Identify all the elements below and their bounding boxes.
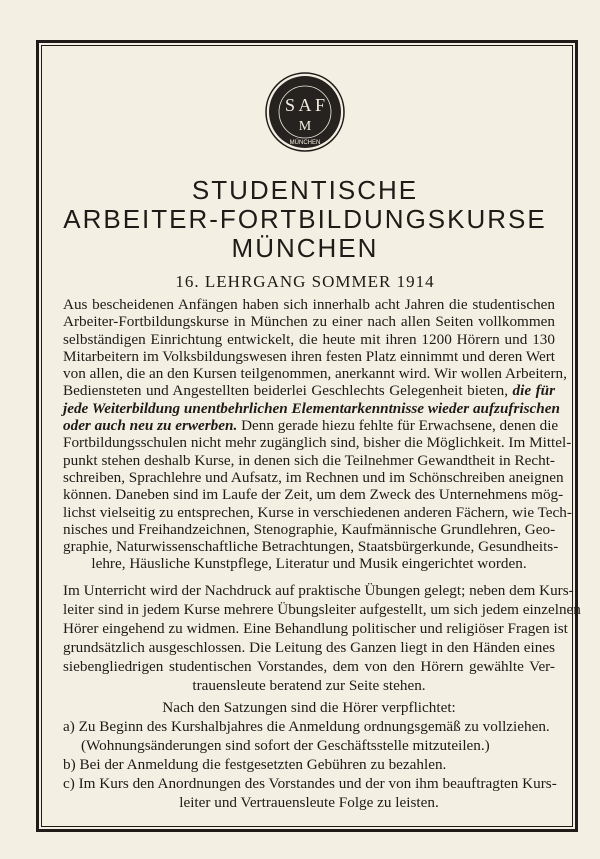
body-text	[63, 296, 581, 812]
text-span: Bediensteten und Angestellten beiderlei Geschlechts Gelegenheit bieten,	[63, 382, 509, 400]
subtitle: 16. LEHRGANG SOMMER 1914	[175, 272, 435, 291]
duty-c-cont: leiter und Vertrauensleute Folge zu leisten.	[179, 793, 439, 811]
text-line: trauensleute beratend zur Seite stehen.	[192, 676, 426, 694]
text-line: punkt stehen deshalb Kurse, in denen sich die Teilnehmer Gewandtheit in Recht-	[63, 451, 555, 469]
duty-b: b) Bei der Anmeldung die festgesetzten Gebühren zu bezahlen.	[63, 755, 447, 773]
text-line: Aus bescheidenen Anfängen haben sich innerhalb acht Jahren die studentischen	[63, 296, 555, 313]
svg-text:M: M	[298, 119, 312, 134]
text-line	[63, 417, 559, 435]
duty-a-note: (Wohnungsänderungen sind sofort der Geschäftsstelle mitzuteilen.)	[81, 736, 490, 754]
text-line: Hörer eingehend zu widmen. Eine Behandlung politischer und religiöser Fragen ist	[63, 619, 568, 637]
text-line: grundsätzlich ausgeschlossen. Die Leitung des Ganzen liegt in den Händen eines	[63, 638, 555, 656]
text-line	[63, 382, 555, 399]
duties-intro: Nach den Satzungen sind die Hörer verpflichtet:	[162, 698, 456, 716]
text-span: Denn gerade hiezu fehlte für Erwachsene, denen die	[241, 417, 559, 435]
title-line-2: ARBEITER-FORTBILDUNGSKURSE	[63, 204, 547, 234]
text-line: Im Unterricht wird der Nachdruck auf praktische Übungen gelegt; neben dem Kurs-	[63, 581, 574, 599]
text-line: lehre, Häusliche Kunstpflege, Literatur und Musik eingerichtet worden.	[91, 555, 527, 573]
text-line: selbständigen Einrichtung entwickelt, die heute mit ihren 1200 Hörern und 130	[63, 330, 555, 348]
emphasis: oder auch neu zu erwerben.	[63, 417, 238, 435]
text-line: Mitarbeitern im Volksbildungswesen ihren festen Platz einnimmt und deren Wert	[63, 347, 555, 365]
seal-logo	[265, 72, 345, 152]
text-line: schreiben, Sprachlehre und Aufsatz, im Rechnen und im Schönschreiben aneignen	[63, 468, 564, 486]
emphasis: die für	[512, 382, 556, 400]
text-line: von allen, die an den Kursen teilgenommen, anerkannt wird. Wir wollen Arbeitern,	[63, 365, 567, 383]
text-line: siebengliedrigen studentischen Vorstandes, dem von den Hörern gewählte Ver-	[63, 657, 555, 675]
title-line-3: MÜNCHEN	[231, 233, 379, 263]
title-line-1: STUDENTISCHE	[191, 175, 419, 205]
text-line: nisches und Freihandzeichnen, Stenographie, Kaufmännische Grundlehren, Geo-	[63, 520, 556, 538]
text-line: graphie, Naturwissenschaftliche Betrachtungen, Staatsbürgerkunde, Gesundheits-	[63, 538, 559, 556]
emphasis-line: jede Weiterbildung unentbehrlichen Elementarkenntnisse wieder aufzufrischen	[63, 399, 560, 417]
text-line: Fortbildungsschulen nicht mehr zugänglich sind, bisher die Möglichkeit. Im Mittel-	[63, 434, 572, 452]
duty-c: c) Im Kurs den Anordnungen des Vorstandes und der von ihm beauftragten Kurs-	[63, 774, 557, 792]
text-line: leiter sind in jedem Kurse mehrere Übungsleiter aufgestellt, um sich jedem einzelnen	[63, 600, 581, 618]
duty-a: a) Zu Beginn des Kurshalbjahres die Anmeldung ordnungsgemäß zu vollziehen.	[63, 717, 550, 735]
text-line: Arbeiter-Fortbildungskurse in München zu einer nach allen Seiten vollkommen	[63, 313, 555, 331]
svg-text:MÜNCHEN: MÜNCHEN	[289, 140, 321, 146]
text-line: können. Daneben sind im Laufe der Zeit, um dem Zweck des Unternehmens mög-	[63, 486, 564, 504]
svg-text:S A F: S A F	[284, 95, 326, 115]
text-line: lichst vielseitig zu entsprechen, Kurse in verschiedenen anderen Fächern, wie Tech-	[63, 503, 572, 521]
